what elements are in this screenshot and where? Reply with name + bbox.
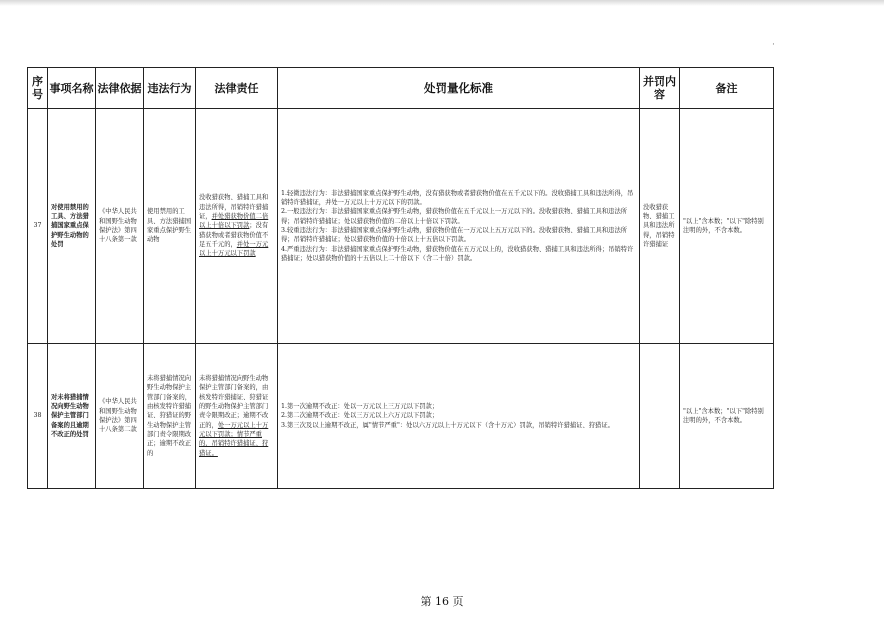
row-liability: [196, 344, 278, 489]
row-standard: 1.第一次逾期不改正：处以一万元以上三万元以下罚款； 2.第二次逾期不改正：处以三万元以上六万元以下罚款； 3.第三次及以上逾期不改正，属"情节严重"：处以六万元以上十万元以下（含十万元）罚款，吊销特许猎捕证、狩猎证。: [278, 344, 640, 489]
row-combined: [640, 344, 680, 489]
scan-mark: ·: [772, 40, 775, 50]
liability-text: 没收猎获物、猎捕工具和违法所得，吊销特许猎捕证，: [199, 194, 269, 221]
row-combined: 没收猎获物、猎捕工具和违法所得，吊销特许猎捕证: [640, 109, 680, 344]
row-item: 对未将猎捕情况向野生动物保护主管部门备案的且逾期不改正的处罚: [48, 344, 96, 489]
header-behavior: 违法行为: [144, 68, 196, 109]
row-standard: 1.轻微违法行为：非法猎捕国家重点保护野生动物，没有猎获物或者猎获物价值在五千元以下的。没收猎捕工具和违法所得，吊销特许猎捕证，并处一万元以上十万元以下的罚款。 2.一般违法行为：非法猎捕国家重点保护野生动物，猎获物价值在五千元以上一万元以下的。没收猎获物、猎捕工具和违法所得；吊销特许猎捕证；处以猎获物价值的二倍以上十倍以下罚款。 3.较重违法行为：非法猎捕国家重点保护野生动物，猎获物价值在一万元以上五万元以下的。没收猎获物、猎捕工具和违法所得；吊销特许猎捕证；处以猎获物价值的十倍以上十五倍以下罚款。 4.严重违法行为：非法猎捕国家重点保护野生动物，猎获物价值在五万元以上的，没收猎获物、猎捕工具和违法所得；吊销特许猎捕证；处以猎获物价值的十五倍以上二十倍以下（含二十倍）罚款。: [278, 109, 640, 344]
page-number: 第 16 页: [420, 595, 464, 608]
liability-fine-text: 并处猎获物价值二倍以上十倍以下罚款: [199, 213, 269, 230]
page-top-edge: [0, 0, 884, 6]
penalty-table: [27, 67, 774, 489]
table-header-row: [28, 68, 774, 109]
row-liability: [196, 109, 278, 344]
table-row: [28, 344, 774, 489]
liability-fine-text: 处一万元以上十万元以下罚款；情节严重的，吊销特许猎捕证、狩猎证。: [199, 421, 269, 457]
row-seq: 37: [28, 109, 48, 344]
header-combined: 并罚内容: [640, 68, 680, 109]
liability-text-2: ；没有猎获物或者猎获物价值不足五千元的，: [199, 222, 269, 248]
row-remarks: "以上"含本数；"以下"除特别注明的外，不含本数。: [680, 109, 774, 344]
liability-fine-text-2: 并处一万元以上十万元以下罚款: [199, 240, 269, 258]
row-basis: 《中华人民共和国野生动物保护法》第四十八条第二款: [96, 344, 144, 489]
row-basis: 《中华人民共和国野生动物保护法》第四十八条第一款: [96, 109, 144, 344]
header-remarks: 备注: [680, 68, 774, 109]
header-standard: 处罚量化标准: [278, 68, 640, 109]
row-behavior: 未将猎捕情况向野生动物保护主管部门备案的，由核发特许猎捕证、狩猎证的野生动物保护主管部门责令限期改正；逾期不改正的: [144, 344, 196, 489]
header-basis: 法律依据: [96, 68, 144, 109]
header-item: 事项名称: [48, 68, 96, 109]
row-seq: 38: [28, 344, 48, 489]
table-row: [28, 109, 774, 344]
liability-text: 未将猎捕情况向野生动物保护主管部门备案的，由核发特许猎捕证、狩猎证的野生动物保护主管部门责令限期改正；逾期不改正的，: [199, 375, 269, 429]
header-seq: 序号: [28, 68, 48, 109]
row-remarks: "以上"含本数；"以下"除特别注明的外，不含本数。: [680, 344, 774, 489]
header-liability: 法律责任: [196, 68, 278, 109]
row-behavior: 使用禁用的工具、方法猎捕国家重点保护野生动物: [144, 109, 196, 344]
row-item: 对使用禁用的工具、方法猎捕国家重点保护野生动物的处罚: [48, 109, 96, 344]
